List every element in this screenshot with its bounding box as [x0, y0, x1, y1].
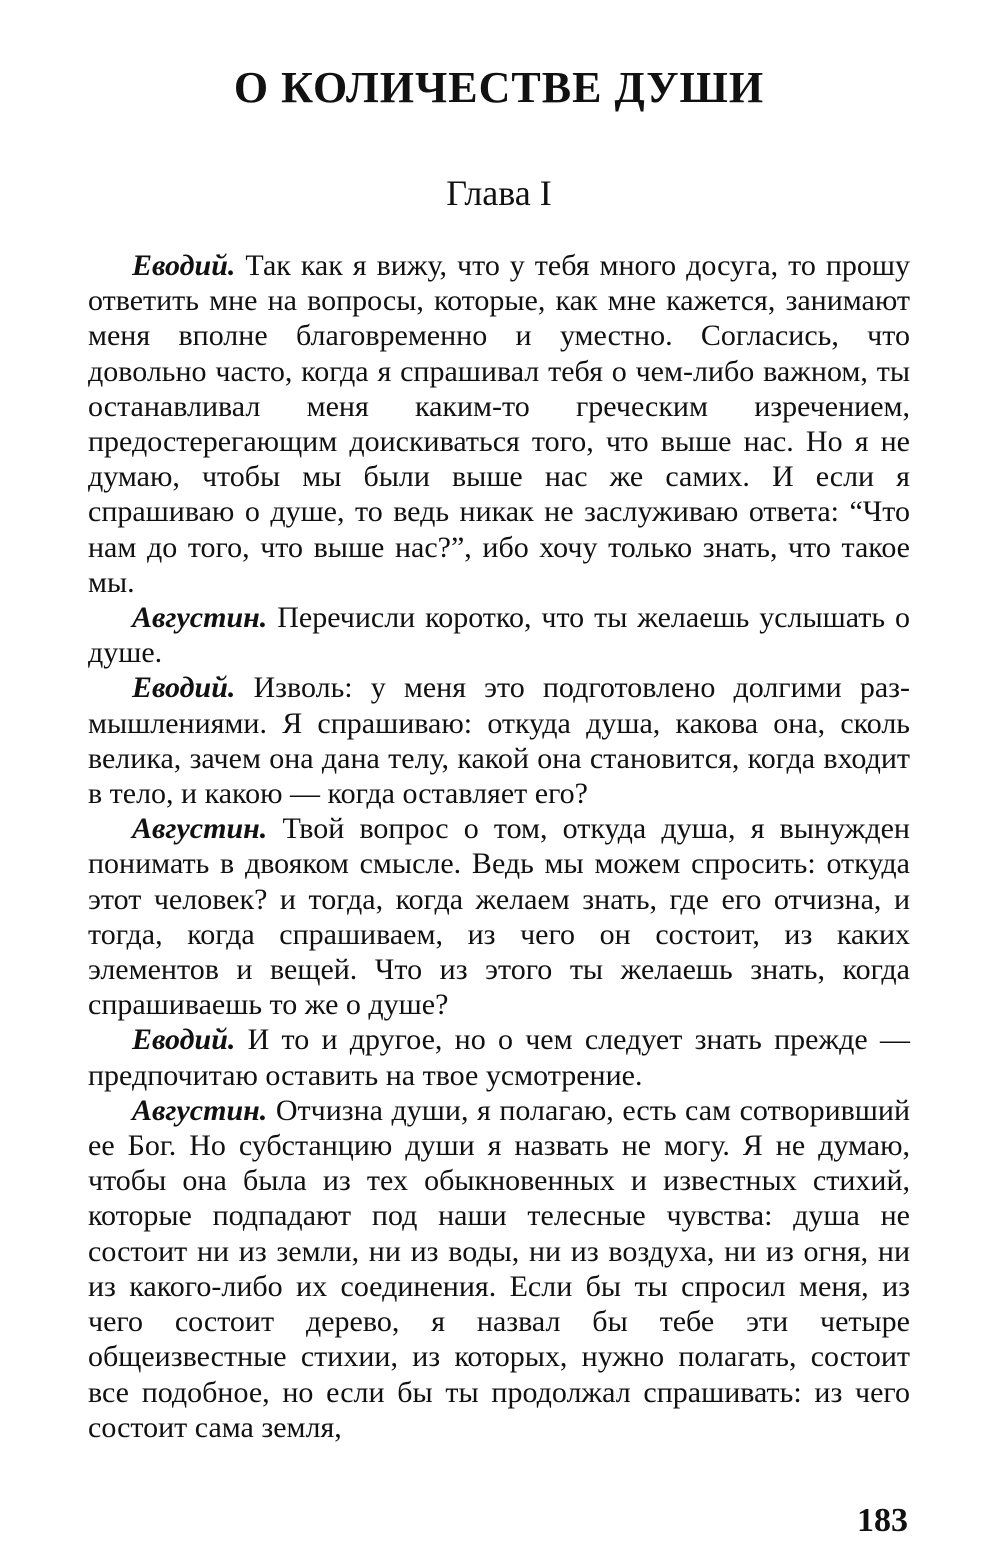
- dialogue-text: [88, 248, 910, 1445]
- paragraph: [88, 1093, 910, 1445]
- speaker-name: Еводий.: [132, 1023, 236, 1057]
- speaker-name: Августин.: [132, 601, 268, 635]
- paragraph-text: Перечисли коротко, что ты желаешь услышать о душе.: [88, 601, 910, 670]
- paragraph-text: Твой вопрос о том, откуда душа, я вынужден понимать в двояком смысле. Ведь мы можем спросить: откуда этот человек? и тогда, когда желаем знать, где его отчизна, и тогда, когда спрашиваем, из чего он состоит, из каких элементов и вещей. Что из этого ты желаешь знать, когда спрашиваешь то же о душе?: [88, 812, 910, 1022]
- chapter-heading: Глава I: [446, 173, 552, 213]
- page-number: 183: [857, 1502, 908, 1539]
- paragraph-text: Отчизна души, я полагаю, есть сам сотворивший ее Бог. Но субстанцию души я назвать не могу. Я не думаю, чтобы она была из тех обыкновенных и известных стихий, которые подпадают под наши телесные чувства: душа не состоит ни из земли, ни из воды, ни из воздуха, ни из огня, ни из какого-либо их соединения. Если бы ты спросил меня, из чего состоит дерево, я назвал бы тебе эти четыре общеизвестные стихии, из которых, нужно полагать, состоит все подобное, но если бы ты продолжал спрашивать: из чего состоит сама земля,: [88, 1093, 910, 1444]
- speaker-name: Еводий.: [132, 671, 236, 705]
- page-title: О КОЛИЧЕСТВЕ ДУШИ: [233, 63, 765, 112]
- paragraph-text: Так как я вижу, что у тебя много досуга, то прошу ответить мне на вопросы, которые, как мне кажется, занимают меня вполне благовременно и уместно. Согласись, что довольно часто, когда я спрашивал тебя о чем-либо важном, ты останавливал меня каким-то греческим изречением, предостерегающим доискиваться того, что выше нас. Но я не думаю, чтобы мы были выше нас же самих. И если я спрашиваю о душе, то ведь никак не заслуживаю ответа: “Что нам до того, что выше нас?”, ибо хочу только знать, что такое мы.: [88, 249, 910, 599]
- speaker-name: Августин.: [132, 812, 268, 846]
- book-page: [88, 0, 910, 1564]
- paragraph: [88, 811, 910, 1022]
- paragraph-text: И то и другое, но о чем следует знать прежде — предпочитаю оставить на твое усмотрение.: [88, 1023, 910, 1092]
- speaker-name: Августин.: [132, 1093, 268, 1127]
- paragraph: [88, 1022, 910, 1092]
- paragraph: [88, 670, 910, 811]
- paragraph: [88, 600, 910, 670]
- paragraph-text: Изволь: у меня это подготовлено долгими размышлениями. Я спрашиваю: откуда душа, какова она, сколь велика, зачем она дана телу, какой она становится, когда входит в тело, и какою — когда оставляет его?: [88, 671, 910, 811]
- speaker-name: Еводий.: [132, 249, 236, 282]
- paragraph: [88, 248, 910, 600]
